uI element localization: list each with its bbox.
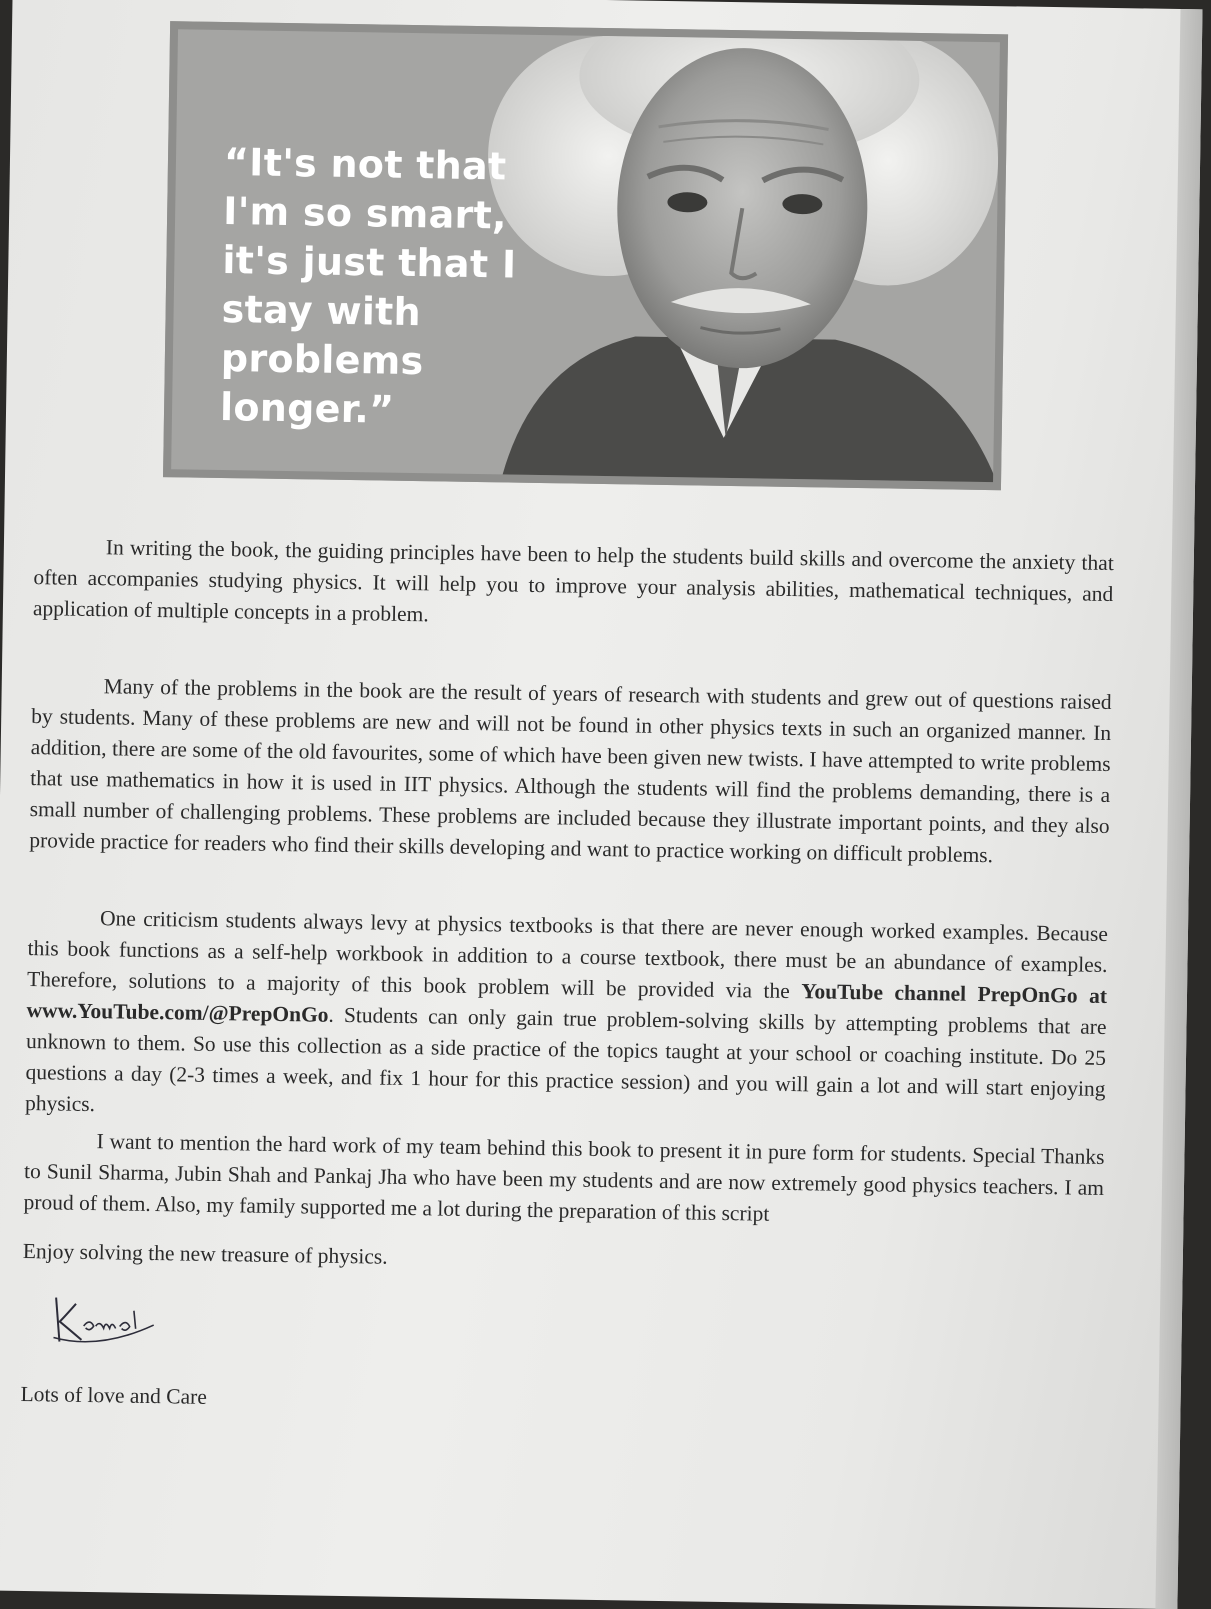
paragraph-1: In writing the book, the guiding principles have been to help the students build skills and overcome the anxiety that often accompanies studying physics. It will help you to improve your analysis abilities, mathematical techniques, and application of multiple concepts in a problem. [32,535,1114,627]
paragraph-2: Many of the problems in the book are the result of years of research with students and grew out of questions raised by students. Many of these problems are new and will not be found in other physics texts in such an organized manner. In addition, there are some of the old favourites, some of which have been given new twists. I have attempted to write problems that use mathematics in how it is used in IIT physics. Although the students will find the problems demanding, there is a small number of challenging problems. These problems are included because they illustrate important points, and they also provide practice for readers who find their skills developing and want to practice working on difficult problems. [29,674,1112,868]
signature [49,1289,160,1351]
paragraph-3-start: One criticism students always levy at physics textbooks is that there are never enough worked examples. Because this book functions as a self-help workbook in addition to a course textbook, there must be an abundance of examples. Therefore, solutions to a majority of this book problem will be provided via the [26,906,1109,1004]
preface-body [20,531,1114,1427]
paragraph-5: Enjoy solving the new treasure of physics. [22,1238,388,1269]
quote-text: “It's not that I'm so smart, it's just that I stay with problems longer.” [219,140,517,432]
youtube-channel-text: YouTube channel PrepOnGo at www.YouTube.com/@PrepOnGo [26,979,1108,1027]
quote-banner [163,21,1008,490]
paragraph-4: I want to mention the hard work of my team behind this book to present it in pure form for students. Special Thanks to Sunil Sharma, Jubin Shah and Pankaj Jha who have been my students and are now extremely good physics teachers. I am proud of them. Also, my family supported me a lot during the preparation of this script [23,1129,1105,1226]
paragraph-3-end: . Students can only gain true problem-solving skills by attempting problems that are unknown to them. So use this collection as a side practice of the topics taught at your school or coaching institute. Do 25 questions a day (2-3 times a week, and fix 1 hour for this practice session) and you will gain a lot and will start enjoying physics. [24,1002,1107,1117]
closing-line: Lots of love and Care [20,1381,208,1409]
page-edge [1155,9,1202,1609]
paragraph-3 [25,902,1108,1136]
